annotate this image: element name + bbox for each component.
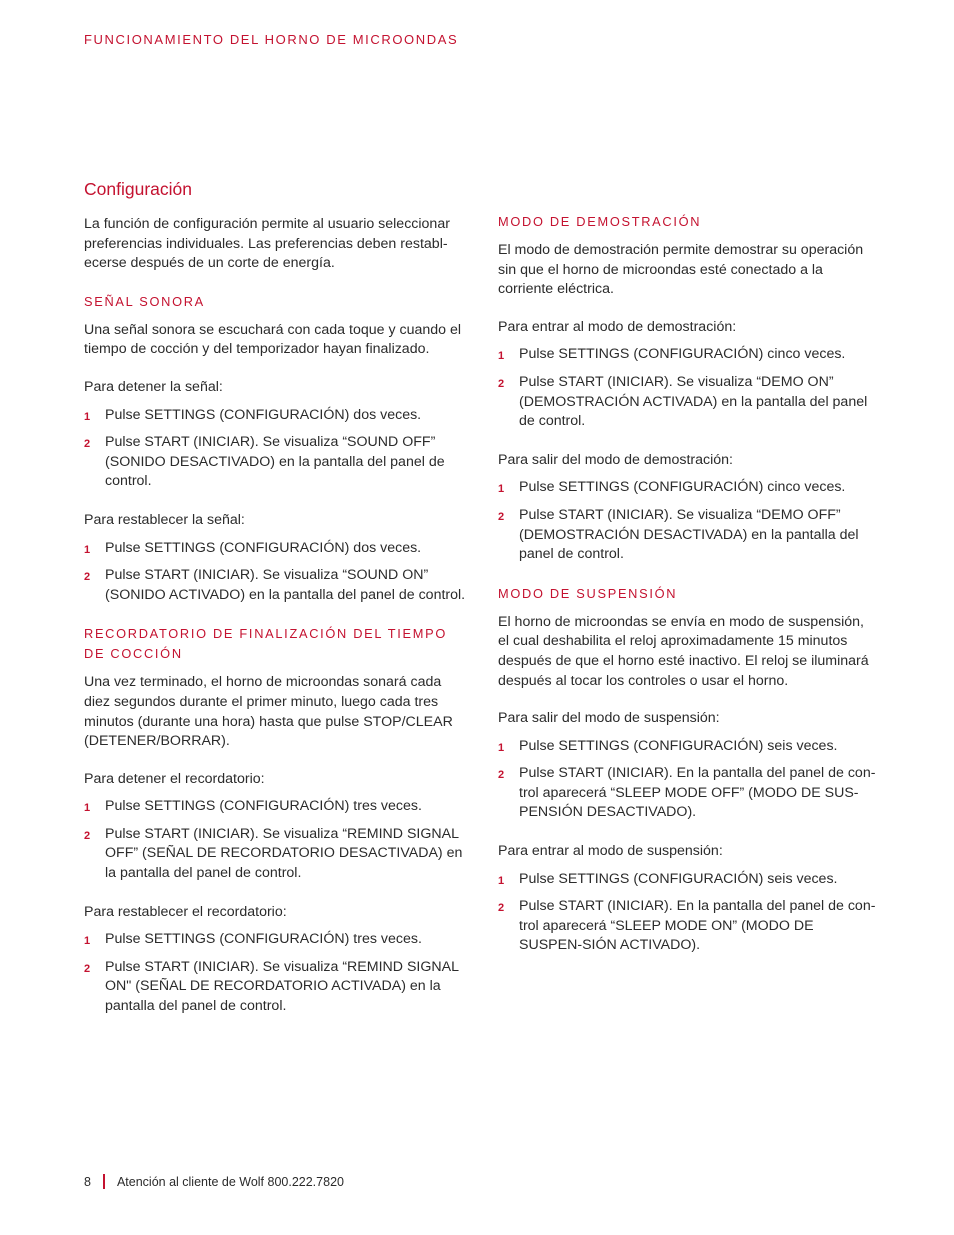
step-text: Pulse SETTINGS (CONFIGURACIÓN) seis veces. (519, 870, 838, 887)
step-list (84, 930, 469, 1016)
suspension-heading: MODO DE SUSPENSIÓN (498, 585, 678, 601)
exit-demo-label: Para salir del modo de demostración: (498, 451, 734, 468)
page-number: 8 (84, 1174, 91, 1189)
step-text: Pulse START (INICIAR). Se visualiza “REMIND SIGNAL ON" (SEÑAL DE RECORDATORIO ACTIVADA) en la pantalla del panel de control. (105, 958, 459, 1015)
reset-signal-label: Para restablecer la señal: (84, 511, 245, 528)
stop-signal-group (84, 378, 469, 492)
step-list (498, 345, 876, 431)
step-number: 1 (498, 350, 505, 363)
step-number: 2 (498, 377, 505, 390)
demo-heading: MODO DE DEMOSTRACIÓN (498, 214, 702, 229)
step-text: Pulse START (INICIAR). Se visualiza “DEMO ON” (DEMOSTRACIÓN ACTIVADA) en la pantalla del panel de control. (519, 373, 868, 430)
recordatorio-section (84, 624, 469, 1016)
step-item (498, 345, 876, 365)
step-item (498, 373, 876, 432)
footer-divider (103, 1174, 105, 1189)
step-item (84, 433, 469, 492)
step-number: 2 (498, 902, 505, 915)
step-item (498, 737, 876, 757)
reset-reminder-group (84, 903, 469, 1017)
senal-sonora-section (84, 292, 469, 606)
reset-signal-group (84, 511, 469, 605)
step-text: Pulse START (INICIAR). Se visualiza “REMIND SIGNAL OFF” (SEÑAL DE RECORDATORIO DESACTIVADA) en la pantalla del panel de control. (105, 825, 463, 882)
enter-sleep-label: Para entrar al modo de suspensión: (498, 843, 723, 860)
exit-sleep-group (498, 709, 876, 823)
exit-sleep-label: Para salir del modo de suspensión: (498, 710, 720, 727)
step-item (84, 958, 469, 1017)
step-number: 1 (498, 483, 505, 496)
intro-paragraph: La función de configuración permite al usuario seleccionar preferencias individuales. Las preferencias deben restabl-ecerse después de un corte de energía. (84, 216, 450, 272)
suspension-section (498, 584, 876, 956)
step-text: Pulse SETTINGS (CONFIGURACIÓN) cinco veces. (519, 479, 846, 496)
step-item (84, 930, 469, 950)
step-item (84, 566, 469, 605)
stop-reminder-group (84, 770, 469, 884)
reset-reminder-label: Para restablecer el recordatorio: (84, 903, 287, 920)
step-item (84, 825, 469, 884)
senal-sonora-heading: SEÑAL SONORA (84, 293, 205, 309)
step-text: Pulse SETTINGS (CONFIGURACIÓN) seis veces. (519, 737, 838, 754)
step-number: 1 (498, 874, 505, 887)
step-item (84, 539, 469, 559)
footer-contact: Atención al cliente de Wolf 800.222.7820 (116, 1174, 344, 1189)
section-title: Configuración (84, 179, 192, 199)
step-text: Pulse SETTINGS (CONFIGURACIÓN) tres veces. (105, 798, 422, 815)
running-header: FUNCIONAMIENTO DEL HORNO DE MICROONDAS (84, 32, 459, 47)
step-item (498, 478, 876, 498)
step-text: Pulse SETTINGS (CONFIGURACIÓN) dos veces. (105, 539, 422, 556)
step-number: 2 (84, 438, 91, 451)
step-number: 2 (84, 571, 91, 584)
left-column (84, 177, 469, 1036)
step-list (84, 406, 469, 492)
step-list (498, 870, 876, 956)
step-number: 1 (84, 935, 91, 948)
step-item (84, 406, 469, 426)
stop-reminder-label: Para detener el recordatorio: (84, 770, 265, 787)
step-number: 2 (498, 769, 505, 782)
step-text: Pulse START (INICIAR). Se visualiza “SOUND ON” (SONIDO ACTIVADO) en la pantalla del panel de control. (105, 567, 466, 603)
step-text: Pulse START (INICIAR). Se visualiza “DEMO OFF” (DEMOSTRACIÓN DESACTIVADA) en la pantalla del panel de control. (519, 506, 859, 563)
stop-signal-label: Para detener la señal: (84, 378, 223, 395)
suspension-text: El horno de microondas se envía en modo de suspensión, el cual deshabilita el reloj aproximadamente 15 minutos después de que el horno esté inactivo. El reloj se iluminará después al tocar los controles o usar el horno. (498, 613, 869, 689)
step-text: Pulse SETTINGS (CONFIGURACIÓN) tres veces. (105, 931, 422, 948)
right-column (498, 212, 876, 975)
enter-demo-group (498, 318, 876, 432)
step-list (498, 737, 876, 823)
step-number: 2 (84, 962, 91, 975)
step-number: 1 (84, 410, 91, 423)
step-item (84, 797, 469, 817)
step-list (84, 539, 469, 606)
recordatorio-text: Una vez terminado, el horno de microondas sonará cada diez segundos durante el primer minuto, luego cada tres minutos (durante una hora) hasta que pulse STOP/CLEAR (DETENER/BORRAR). (84, 674, 453, 750)
demo-text: El modo de demostración permite demostrar su operación sin que el horno de microondas esté conectado a la corriente eléctrica. (498, 242, 864, 298)
step-text: Pulse START (INICIAR). En la pantalla del panel de con-trol aparecerá “SLEEP MODE OFF” (MODO DE SUS-PENSIÓN DESACTIVADO). (519, 765, 876, 821)
enter-demo-label: Para entrar al modo de demostración: (498, 318, 737, 335)
step-item (498, 764, 876, 823)
step-text: Pulse SETTINGS (CONFIGURACIÓN) dos veces. (105, 406, 422, 423)
step-number: 1 (84, 802, 91, 815)
step-number: 2 (84, 829, 91, 842)
senal-sonora-text: Una señal sonora se escuchará con cada toque y cuando el tiempo de cocción y del temporizador hayan finalizado. (84, 321, 462, 358)
demo-section (498, 212, 876, 565)
recordatorio-heading: RECORDATORIO DE FINALIZACIÓN DEL TIEMPO DE COCCIÓN (84, 626, 448, 662)
exit-demo-group (498, 451, 876, 565)
enter-sleep-group (498, 842, 876, 956)
step-item (498, 506, 876, 565)
step-number: 1 (498, 741, 505, 754)
step-list (498, 478, 876, 564)
step-text: Pulse START (INICIAR). Se visualiza “SOUND OFF” (SONIDO DESACTIVADO) en la pantalla del panel de control. (105, 434, 445, 490)
page-footer (84, 1174, 344, 1189)
step-number: 1 (84, 543, 91, 556)
step-item (498, 897, 876, 956)
step-text: Pulse START (INICIAR). En la pantalla del panel de con-trol aparecerá “SLEEP MODE ON” (MODO DE SUSPEN-SIÓN ACTIVADO). (519, 898, 876, 954)
step-item (498, 870, 876, 890)
step-list (84, 797, 469, 883)
step-number: 2 (498, 510, 505, 523)
step-text: Pulse SETTINGS (CONFIGURACIÓN) cinco veces. (519, 346, 846, 363)
